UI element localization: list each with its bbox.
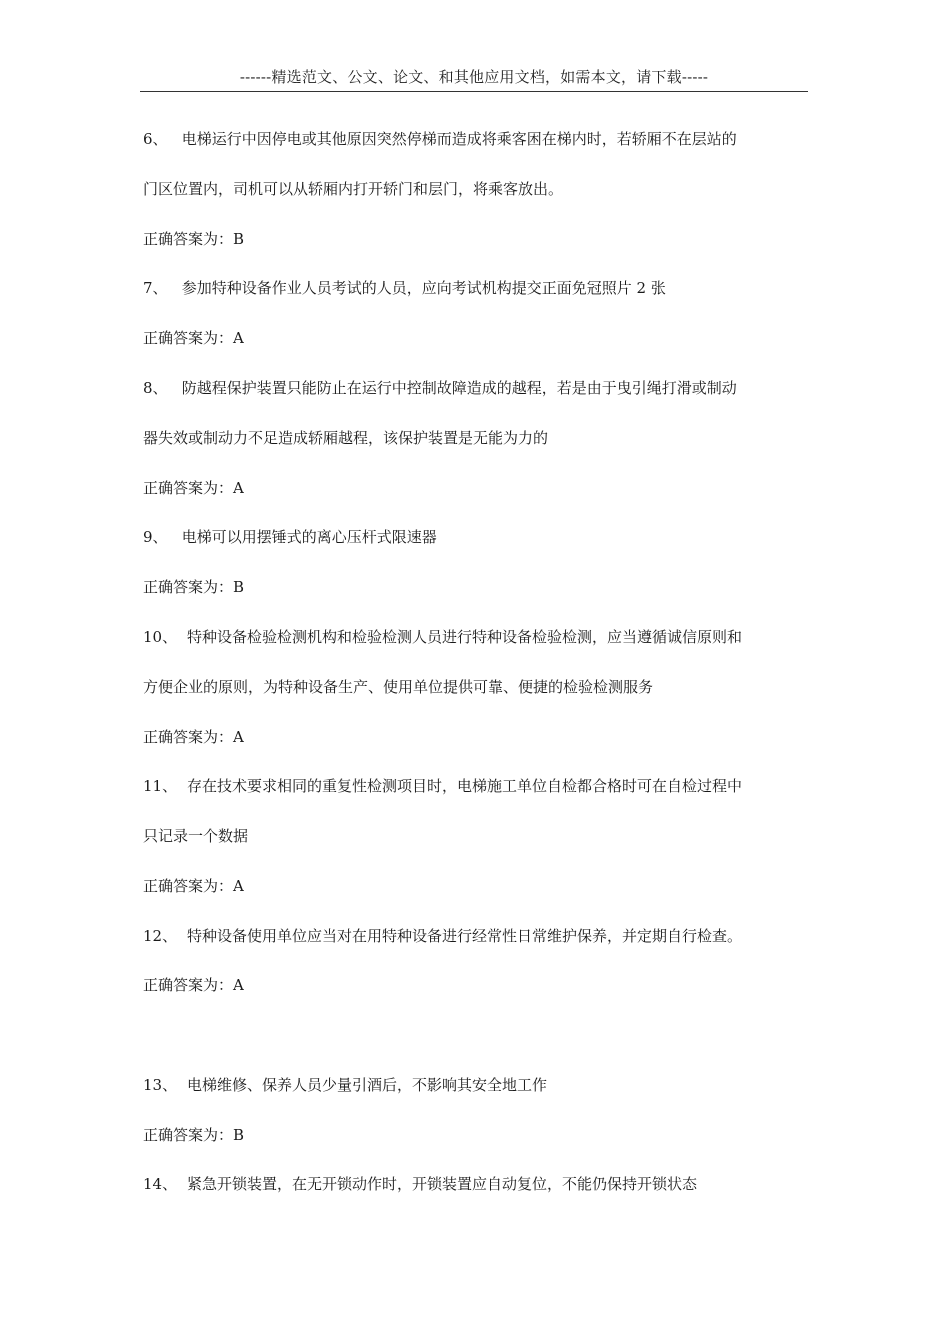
question-11-line-2: 只记录一个数据 (143, 827, 249, 845)
question-number: 6、 (143, 130, 168, 148)
question-text: 特种设备使用单位应当对在用特种设备进行经常性日常维护保养，并定期自行检查。 (187, 927, 743, 945)
question-10-line-2: 方便企业的原则，为特种设备生产、使用单位提供可靠、便捷的检验检测服务 (143, 678, 654, 696)
question-number: 12、 (143, 927, 178, 945)
question-10-line-1 (143, 626, 742, 647)
answer-7: 正确答案为：A (143, 329, 244, 347)
question-9-line-1 (143, 526, 437, 547)
header-divider (140, 91, 808, 92)
answer-11: 正确答案为：A (143, 877, 244, 895)
answer-6: 正确答案为：B (143, 230, 245, 248)
question-number: 9、 (143, 528, 168, 546)
question-14-line-1 (143, 1173, 697, 1194)
question-8-line-2: 器失效或制动力不足造成轿厢越程，该保护装置是无能为力的 (143, 429, 549, 447)
question-text: 特种设备检验检测机构和检验检测人员进行特种设备检验检测，应当遵循诚信原则和 (187, 628, 743, 646)
question-text: 电梯可以用摆锤式的离心压杆式限速器 (181, 528, 437, 546)
answer-12: 正确答案为：A (143, 976, 244, 994)
question-6-line-1 (143, 128, 737, 149)
question-13-line-1 (143, 1074, 547, 1095)
answer-8: 正确答案为：A (143, 479, 244, 497)
question-text: 紧急开锁装置，在无开锁动作时，开锁装置应自动复位，不能仍保持开锁状态 (187, 1175, 698, 1193)
question-7-line-1 (143, 277, 666, 298)
question-12-line-1 (143, 925, 742, 946)
question-text: 参加特种设备作业人员考试的人员，应向考试机构提交正面免冠照片 2 张 (181, 279, 666, 297)
question-number: 14、 (143, 1175, 178, 1193)
question-number: 7、 (143, 279, 168, 297)
page-header: ------精选范文、公文、论文、和其他应用文档，如需本文，请下载----- (239, 68, 709, 86)
question-8-line-1 (143, 377, 737, 398)
question-text: 存在技术要求相同的重复性检测项目时，电梯施工单位自检都合格时可在自检过程中 (187, 777, 743, 795)
question-number: 11、 (143, 777, 178, 795)
question-number: 8、 (143, 379, 168, 397)
answer-9: 正确答案为：B (143, 578, 245, 596)
question-text: 电梯维修、保养人员少量引酒后，不影响其安全地工作 (187, 1076, 548, 1094)
answer-10: 正确答案为：A (143, 728, 244, 746)
answer-13: 正确答案为：B (143, 1126, 245, 1144)
question-6-line-2: 门区位置内，司机可以从轿厢内打开轿门和层门，将乘客放出。 (143, 180, 564, 198)
question-11-line-1 (143, 775, 742, 796)
question-number: 10、 (143, 628, 178, 646)
question-text: 电梯运行中因停电或其他原因突然停梯而造成将乘客困在梯内时，若轿厢不在层站的 (181, 130, 737, 148)
question-text: 防越程保护装置只能防止在运行中控制故障造成的越程，若是由于曳引绳打滑或制动 (181, 379, 737, 397)
question-number: 13、 (143, 1076, 178, 1094)
